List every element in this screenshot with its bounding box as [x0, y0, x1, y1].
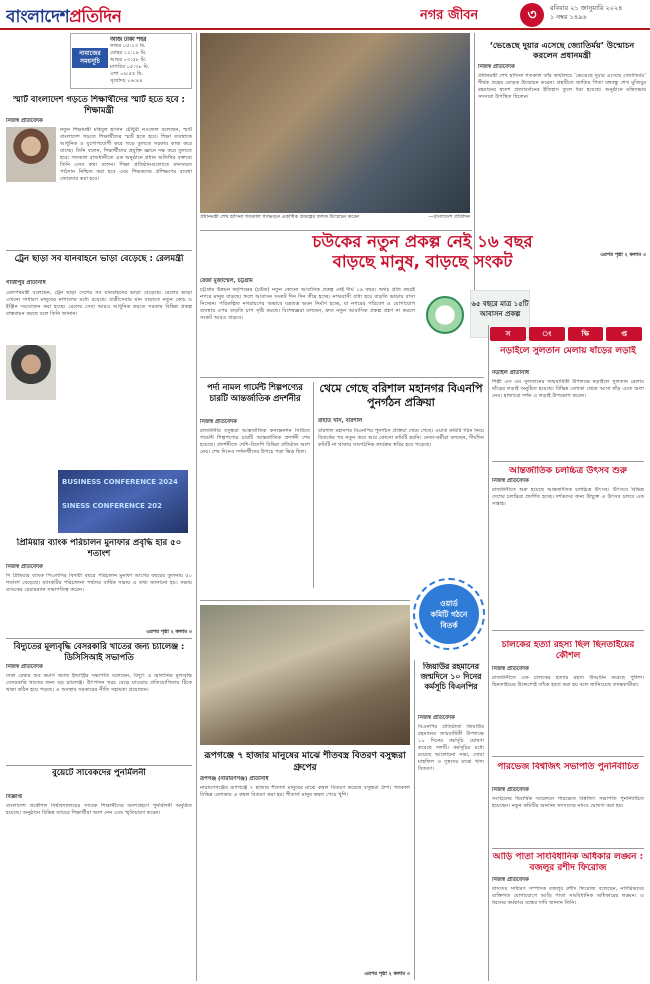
sangkhipto-letter: স: [490, 327, 526, 341]
headline-pm[interactable]: ‘ভেঙেছে দুয়ার এসেছে জ্যোতির্ময়’ উন্মোচন করলেন প্রধানমন্ত্রী: [489, 40, 635, 60]
bubble-line: কমিটি গঠনে: [430, 609, 468, 619]
headline-ziaur[interactable]: জিয়াউর রহমানের জন্মদিনে ১০ দিনের কর্মসূচি বিএনপির: [420, 662, 482, 691]
byline-winter: রূপগঞ্জ (নারায়ণগঞ্জ) প্রতিনিধি: [200, 776, 269, 782]
headline-train[interactable]: ট্রেন ছাড়া সব যানবাহনে ভাড়া বেড়েছে : রেলমন্ত্রী: [14, 254, 184, 264]
byline-bank: নিজস্ব প্রতিবেদক: [6, 564, 43, 570]
highlight-box: ৬৫ বছরে মাত্র ১৫টি আবাসন প্রকল্প: [470, 290, 530, 338]
page-number: ৩: [520, 3, 544, 27]
byline-barishal: রাহাত খান, বরিশাল: [318, 418, 363, 424]
byline-brief2: নিজস্ব প্রতিবেদক: [492, 478, 529, 484]
winter-jump-link[interactable]: এরপর পৃষ্ঠা ২ কলাম ৩: [364, 971, 410, 977]
headline-barishal[interactable]: থেমে গেছে বরিশাল মহানগর বিএনপি পুনর্গঠন প্রক্রিয়া: [319, 382, 483, 409]
sangkhipto-bar: [490, 327, 642, 341]
prayer-row: সূর্যোদয় ০৬:৪৪: [110, 78, 143, 84]
divider: [492, 756, 644, 757]
headline-brief4[interactable]: পারভেজ বিশ্বজিৎ সভাপতি পুনর্নির্বাচিত: [497, 762, 639, 772]
divider: [200, 230, 472, 231]
headline-brief1[interactable]: নড়াইলে সুলতান মেলায় ষাঁড়ের লড়াই: [500, 346, 636, 356]
main-photo[interactable]: [200, 33, 470, 213]
ad-line-2: SINESS CONFERENCE 202: [62, 502, 162, 510]
column-rule: [196, 33, 197, 981]
story-pm-body: প্রধানমন্ত্রী শেখ হাসিনা গতকাল তাঁর কার্যালয়ে ‘ভেঙেছে দুয়ার এসেছে জ্যোতির্ময়’ শীর্ষক গ্রন্থের মোড়ক উন্মোচন করেন। গ্রন্থটিতে জাতির পিতা বঙ্গবন্ধু শেখ মুজিবুর রহমানের স্বদেশ প্রত্যাবর্তনের ইতিহাস তুলে ধরা হয়েছে। অনুষ্ঠানে মন্ত্রিসভার সদস্যরা উপস্থিত ছিলেন।: [478, 73, 646, 100]
prayer-row: আছর ০৩:৫৮ মি.: [110, 57, 147, 63]
brief3-body: রাজধানীতে এক চালকের হত্যার রহস্য উদ্ঘাটন করেছে পুলিশ। ছিনতাইয়ের উদ্দেশ্যেই তাঁকে হত্যা করা হয় বলে জানিয়েছে তদন্তকারীরা।: [492, 675, 644, 688]
logo-accent: প্রতিদিন: [69, 7, 122, 27]
divider: [6, 638, 192, 639]
story-train-body: রেলপথমন্ত্রী বলেছেন, ট্রেন ছাড়া দেশের সব যানবাহনের ভাড়া বেড়েছে। রেলের ভাড়া এখনো সাধারণ মানুষের নাগালের মধ্যে রয়েছে। যাত্রীসেবার মান বাড়াতে নতুন কোচ ও ইঞ্জিন সংযোজন করা হচ্ছে। রেলের সেবা আরও আধুনিক করতে সরকার বিভিন্ন প্রকল্প বাস্তবায়ন করছে বলে তিনি জানান।: [6, 290, 192, 317]
main-headline-2: বাড়ছে মানুষ, বাড়ছে সংকট: [332, 252, 513, 271]
winter-photo[interactable]: [200, 605, 410, 745]
brief2-body: রাজধানীতে শুরু হয়েছে আন্তর্জাতিক চলচ্চিত্র উৎসব। উৎসবে বিভিন্ন দেশের চলচ্চিত্র প্রদর্শিত হচ্ছে। দর্শকদের জন্য উন্মুক্ত এ উৎসব চলবে এক সপ্তাহ।: [492, 487, 644, 507]
byline-main: রেজা মুজাম্মেল, চট্টগ্রাম: [200, 278, 253, 284]
prayer-row: যোহর ১২:১৯ মি.: [110, 50, 147, 56]
story-bank-body: দি প্রিমিয়ার ব্যাংক পিএলসির বিদায়ী বছরে পরিচালন মুনাফা আগের বছরের তুলনায় ৫০ শতাংশ বেড়েছে। ব্যাংকটির পরিচালনা পর্ষদের বার্ষিক সভায় এ তথ্য জানানো হয়। সভায় ব্যাংকের চেয়ারম্যান সভাপতিত্ব করেন।: [6, 573, 192, 593]
byline-ziaur: নিজস্ব প্রতিবেদক: [418, 715, 455, 721]
pm-jump-link[interactable]: এরপর পৃষ্ঠা ২ কলাম ৩: [600, 252, 646, 258]
byline-train: গাজীপুর প্রতিনিধি: [6, 280, 46, 286]
story-buet-body: বাংলাদেশ প্রকৌশল বিশ্ববিদ্যালয়ের সাবেক শিক্ষার্থীদের অংশগ্রহণে পুনর্মিলনী অনুষ্ঠিত হয়েছে। অনুষ্ঠানে বিভিন্ন ব্যাচের শিক্ষার্থীরা অংশ নেন এবং স্মৃতিচারণ করেন।: [6, 803, 192, 816]
byline-brief5: নিজস্ব প্রতিবেদক: [492, 877, 529, 883]
photo-credit: —বাংলাদেশ প্রতিদিন: [428, 214, 470, 220]
headline-garments[interactable]: পর্দা নামল গার্মেন্ট শিল্পপণ্যের চারটি আন্তর্জাতিক প্রদর্শনীর: [207, 382, 303, 403]
brief5-body: বাসদের সাধারণ সম্পাদক বজলুর রশীদ ফিরোজ বলেছেন, নাগরিকদের ব্যক্তিগত যোগাযোগে আড়ি পাতা সাংবিধানিক অধিকারের লঙ্ঘন। এ ধরনের কর্মকাণ্ড বন্ধের দাবি জানান তিনি।: [492, 886, 644, 906]
brief1-body: শিল্পী এস এম সুলতানের জন্মবার্ষিকী উপলক্ষে নড়াইলে সুলতান মেলায় ষাঁড়ের লড়াই অনুষ্ঠিত হয়েছে। বিভিন্ন এলাকা থেকে আসা ষাঁড় এতে অংশ নেয়। হাজারো দর্শক এ লড়াই উপভোগ করেন।: [492, 379, 644, 399]
main-headline-1: চউকের নতুন প্রকল্প নেই ১৬ বছর: [312, 232, 533, 251]
headline-brief3[interactable]: চালকের হত্যা রহস্য ছিল ছিনতাইয়ের কৌশল: [501, 640, 635, 661]
page-tag: ১ নম্বর ১৪৯৬: [550, 13, 587, 21]
column-rule: [313, 382, 314, 588]
prayer-label: নামাজের সময়সূচি: [72, 48, 108, 68]
story-garments-body: রাজধানীর বসুন্ধরা আন্তর্জাতিক কনভেনশন সিটিতে গার্মেন্ট শিল্পপণ্যের চারটি আন্তর্জাতিক প্রদর্শনী শেষ হয়েছে। প্রদর্শনীতে দেশি-বিদেশি বিভিন্ন প্রতিষ্ঠান অংশ নেয়। শেষ দিনেও দর্শনার্থীদের উপচে পড়া ভিড় ছিল।: [200, 428, 310, 455]
caption-text: প্রধানমন্ত্রী শেখ হাসিনা গতকাল গণভবনে একাধিক প্রকল্পের ফলক উন্মোচন করেন: [200, 214, 359, 220]
byline-smart: নিজস্ব প্রতিবেদক: [6, 118, 43, 124]
sangkhipto-letter: প্ত: [606, 327, 642, 341]
bubble-line: ওয়ার্ড: [440, 598, 458, 608]
main-photo-caption: [200, 214, 470, 228]
sangkhipto-letter: ং: [529, 327, 565, 341]
headline-brief2[interactable]: আন্তর্জাতিক চলচ্চিত্র উৎসব শুরু: [509, 466, 627, 476]
sangkhipto-letter: ক্ষি: [568, 327, 604, 341]
prayer-rows: [110, 43, 190, 85]
byline-brief3: নিজস্ব প্রতিবেদক: [492, 666, 529, 672]
prayer-row: মাগরিব ০৫:৩৮ মি.: [110, 64, 150, 70]
brief4-body: সংগঠনের দ্বিবার্ষিক সম্মেলনে পারভেজ বিশ্বজিৎ সভাপতি পুনর্নির্বাচিত হয়েছেন। নতুন কমিটির অন্যান্য সদস্যদের নামও ঘোষণা করা হয়।: [492, 796, 644, 809]
ward-committee-bubble: [419, 584, 479, 644]
ad-line-1: BUSINESS CONFERENCE 2024: [62, 478, 178, 486]
conference-ad[interactable]: [58, 470, 188, 533]
divider: [6, 250, 192, 251]
headline-brief5[interactable]: আড়ি পাতা সাংবিধানিক অধিকার লঙ্ঘন : বজলুর রশীদ ফিরোজ: [492, 852, 644, 873]
date-text: রবিবার ২১ জানুয়ারি ২০২৪: [550, 4, 623, 12]
headline-winter[interactable]: রূপগঞ্জে ৭ হাজার মানুষের মাঝে শীতবস্ত্র বিতরণ বসুন্ধরা গ্রুপের: [204, 751, 406, 773]
section-name: নগর জীবন: [420, 8, 479, 23]
headline-buet[interactable]: বুয়েটে সাবেকদের পুনর্মিলনী: [52, 768, 146, 778]
cda-logo: [426, 296, 464, 334]
divider: [492, 461, 644, 462]
divider: [6, 765, 192, 766]
byline-electric: নিজস্ব প্রতিবেদক: [6, 664, 43, 670]
column-rule: [488, 325, 489, 981]
byline-buet: বিজ্ঞপ্তি: [6, 794, 22, 800]
byline-brief1: নড়াইল প্রতিনিধি: [492, 370, 529, 376]
bank-jump-link[interactable]: এরপর পৃষ্ঠা ২ কলাম ৩: [146, 629, 192, 635]
dateline: [550, 4, 646, 22]
main-story-body: চট্টগ্রাম উন্নয়ন কর্তৃপক্ষের (চউক) নতুন কোনো আবাসিক প্রকল্প নেই দীর্ঘ ১৬ বছর। অথচ প্রতি বছরই নগরে মানুষ বাড়ছে। ফলে আবাসন সংকট দিন দিন তীব্র হচ্ছে। নগরবাসী বাধ্য হয়ে বাড়তি ভাড়ায় বাসা নিচ্ছেন। পরিকল্পিত নগরায়ণের অভাবে যত্রতত্র ভবন নির্মাণ হচ্ছে, যা নগরের পরিবেশ ও যোগাযোগ ব্যবস্থার ওপর বাড়তি চাপ সৃষ্টি করছে। বিশেষজ্ঞরা বলছেন, দ্রুত নতুন আবাসিক প্রকল্প গ্রহণ না করলে সংকট আরও বাড়বে।: [200, 287, 415, 321]
story-smart-body: নতুন শিক্ষামন্ত্রী মহিবুল হাসান চৌধুরী নওফেল বলেছেন, স্মার্ট বাংলাদেশ গড়তে শিক্ষার্থীদের স্মার্ট হতে হবে। শিক্ষা ব্যবস্থাকে আধুনিক ও যুগোপযোগী করে গড়ে তুলতে সরকার কাজ করে যাচ্ছে। তিনি বলেন, শিক্ষার্থীদের প্রযুক্তি জ্ঞানে দক্ষ করে তুলতে হবে। গতকাল রাজধানীতে এক অনুষ্ঠানে প্রধান অতিথির বক্তব্যে তিনি এসব কথা বলেন। শিক্ষা প্রতিষ্ঠানগুলোতে মানসম্মত পাঠদান নিশ্চিত করা হবে এবং শিক্ষকদের প্রশিক্ষণের ব্যবস্থা জোরদার করা হবে।: [60, 127, 192, 182]
story-winter-body: নারায়ণগঞ্জের রূপগঞ্জে ৭ হাজার শীতার্ত মানুষের মাঝে কম্বল বিতরণ করেছে বসুন্ধরা গ্রুপ। গতকাল বিভিন্ন এলাকায় এ কম্বল বিতরণ করা হয়। শীতার্ত মানুষ কম্বল পেয়ে খুশি।: [200, 785, 410, 798]
story-barishal-body: বরিশাল মহানগর বিএনপির পুনর্গঠন প্রক্রিয়া থেমে গেছে। ওয়ার্ড কমিটি গঠন নিয়ে বিতর্কের পর নতুন করে আর কোনো কমিটি হয়নি। নেতা-কর্মীরা বলছেন, দীর্ঘদিন কমিটি না থাকায় সাংগঠনিক কার্যক্রম স্থবির হয়ে পড়েছে।: [318, 428, 484, 448]
prayer-row: ফজর ০৫:২৩ মি.: [110, 43, 146, 49]
story-electric-body: ঢাকা চেম্বার অব কমার্স অ্যান্ড ইন্ডাস্ট্রির সভাপতি বলেছেন, বিদ্যুৎ ও জ্বালানির মূল্যবৃদ্ধি বেসরকারি খাতের জন্য বড় চ্যালেঞ্জ। উৎপাদন খরচ বেড়ে যাওয়ায় প্রতিযোগিতায় টিকে থাকা কঠিন হয়ে পড়ছে। এ অবস্থায় সরকারের নীতি সহায়তা প্রয়োজন।: [6, 673, 192, 693]
headline-bank[interactable]: প্রিমিয়ার ব্যাংক পরিচালন মুনাফার প্রবৃদ্ধি হার ৫০ শতাংশ: [16, 538, 182, 559]
newspaper-logo[interactable]: [6, 4, 121, 32]
prayer-heading: আজ ঢাকা শহর: [110, 37, 147, 43]
column-rule: [474, 33, 475, 323]
bubble-line: বিতর্ক: [440, 620, 458, 630]
headline-electric[interactable]: বিদ্যুতের মূল্যবৃদ্ধি বেসরকারি খাতের জন্য চ্যালেঞ্জ : ডিসিসিআই সভাপতি: [13, 641, 185, 662]
headline-smart[interactable]: স্মার্ট বাংলাদেশ গড়তে শিক্ষার্থীদের স্মার্ট হতে হবে : শিক্ষামন্ত্রী: [13, 95, 185, 116]
byline-garments: নিজস্ব প্রতিবেদক: [200, 419, 237, 425]
main-headline[interactable]: [200, 232, 645, 272]
prayer-row: এশা ০৬:৫৫ মি.: [110, 71, 144, 77]
story-ziaur-body: বিএনপির প্রতিষ্ঠাতা জিয়াউর রহমানের জন্মবার্ষিকী উপলক্ষে ১০ দিনের কর্মসূচি ঘোষণা করেছে দলটি। কর্মসূচির মধ্যে রয়েছে আলোচনা সভা, দোয়া মাহফিল ও দুস্থদের মাঝে খাদ্য বিতরণ।: [418, 724, 484, 772]
byline-brief4: নিজস্ব প্রতিবেদক: [492, 787, 529, 793]
column-rule: [414, 660, 415, 980]
divider: [492, 630, 644, 631]
divider: [200, 600, 410, 601]
byline-pm: নিজস্ব প্রতিবেদক: [478, 64, 515, 70]
divider: [200, 377, 484, 378]
logo-main: বাংলাদেশ: [6, 7, 70, 27]
divider: [492, 848, 644, 849]
